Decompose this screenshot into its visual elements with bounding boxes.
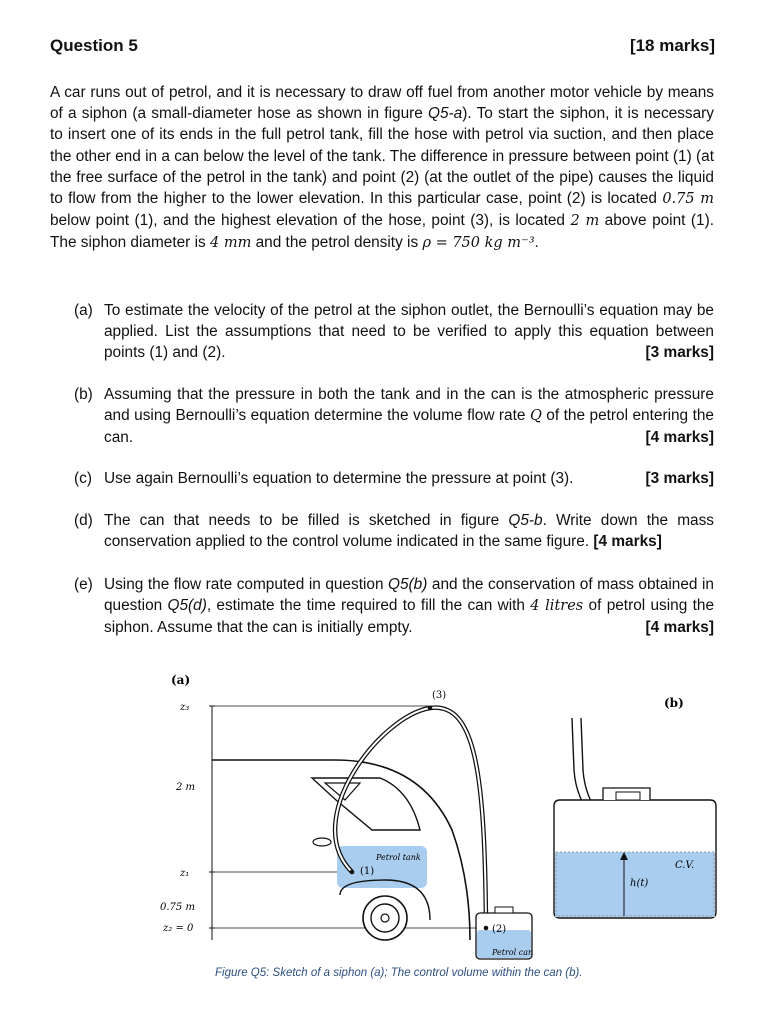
part-d-marks: [4 marks] (593, 533, 662, 551)
part-e-ref-2: Q5(d) (167, 597, 207, 615)
part-a-text: To estimate the velocity of the petrol at the siphon outlet, the Bernoulli’s equation may be applied. List the assumptions that need to be verified to apply this equation between points (1) and (2). (104, 302, 714, 362)
can-b-handle (603, 788, 650, 800)
point-3-dot (428, 706, 433, 711)
petrol-tank-label: Petrol tank (376, 853, 421, 862)
part-e-volume: 4 litres (530, 598, 584, 615)
distance-075-label: 0.75 m (160, 902, 195, 913)
question-title: Question 5 (50, 36, 138, 55)
part-d-text-1: The can that needs to be filled is sketched in figure (104, 512, 509, 529)
intro-value-075: 0.75 m (662, 191, 715, 208)
point-1-label: (1) (360, 866, 375, 877)
intro-value-4mm: 4 mm (209, 235, 252, 252)
part-b-symbol: Q (529, 408, 542, 425)
point-2-label: (2) (492, 924, 507, 935)
height-label: h(t) (630, 878, 649, 889)
part-b-text-1: Assuming that the pressure in both the tank and in the can is the atmospheric pressure and using Bernoulli’s equation determine the volume flow rate (104, 386, 714, 425)
intro-text-4: above point (1). The siphon diameter is (50, 212, 714, 252)
control-volume-label: C.V. (675, 860, 695, 871)
part-e-text-3: , estimate the time required to fill the can with (206, 597, 531, 615)
part-c-label: (c) (74, 470, 92, 487)
intro-text-2: ). To start the siphon, it is necessary to insert one of its ends in the full petrol tank, fill the hose with petrol via suction, and then place the other end in a can below the level of the tank. The difference in pressure between point (1) (at the free surface of the petrol in the tank) and point (2) (at the outlet of the pipe) causes the liquid to flow from the higher to the lower elevation. In this particular case, point (2) is located (50, 105, 714, 208)
part-c-text: Use again Bernoulli’s equation to determine the pressure at point (3). (104, 470, 574, 487)
part-c-marks: [3 marks] (645, 470, 714, 487)
figure-b-label: (b) (664, 696, 684, 710)
part-d-ref: Q5-b (508, 512, 543, 529)
intro-text-1: A car runs out of petrol, and it is necessary to draw off fuel from another motor vehicle by means of a siphon (a small-diameter hose as shown in figure (50, 84, 714, 123)
part-e-text-1: Using the flow rate computed in question (104, 576, 389, 593)
part-a-marks: [3 marks] (645, 344, 714, 362)
car-wheel (363, 896, 407, 940)
part-e-text-2: and the conservation of mass obtained in question (104, 576, 714, 615)
z2-label: z₂ = 0 (163, 923, 194, 934)
door-handle (313, 838, 331, 846)
petrol-can-label: Petrol can (492, 948, 534, 957)
part-b-text-2: of the petrol entering the can. (104, 407, 714, 447)
intro-density: ρ = 750 kg m⁻³ (422, 235, 535, 252)
part-e-text-4: of petrol using the siphon. Assume that the can is initially empty. (104, 597, 715, 637)
part-e-label: (e) (74, 576, 93, 593)
part-b-label: (b) (74, 386, 93, 403)
point-3-label: (3) (432, 690, 447, 701)
question-marks: [18 marks] (629, 36, 715, 55)
part-a-label: (a) (74, 302, 93, 319)
distance-2m-label: 2 m (176, 782, 196, 793)
intro-value-2m: 2 m (570, 213, 600, 230)
intro-fig-ref: Q5-a (428, 105, 463, 123)
petrol-can-handle (495, 907, 513, 913)
intro-text-3: below point (1), and the highest elevation of the hose, point (3), is located (50, 212, 571, 230)
figure-caption: Figure Q5: Sketch of a siphon (a); The control volume within the can (b). (215, 967, 583, 979)
intro-text-6: . (534, 234, 539, 252)
intro-text-5: and the petrol density is (251, 234, 423, 252)
part-e-ref-1: Q5(b) (388, 576, 428, 593)
part-d-text-2: . Write down the mass conservation applied to the control volume indicated in the same figure. (104, 512, 715, 551)
point-2-dot (484, 926, 489, 931)
figure-a-label: (a) (171, 673, 191, 687)
part-d-label: (d) (74, 512, 93, 529)
z3-label: z₃ (180, 702, 190, 713)
part-b-marks: [4 marks] (645, 429, 714, 447)
z1-label: z₁ (180, 868, 190, 879)
part-e-marks: [4 marks] (645, 619, 714, 637)
point-1-dot (350, 870, 355, 875)
